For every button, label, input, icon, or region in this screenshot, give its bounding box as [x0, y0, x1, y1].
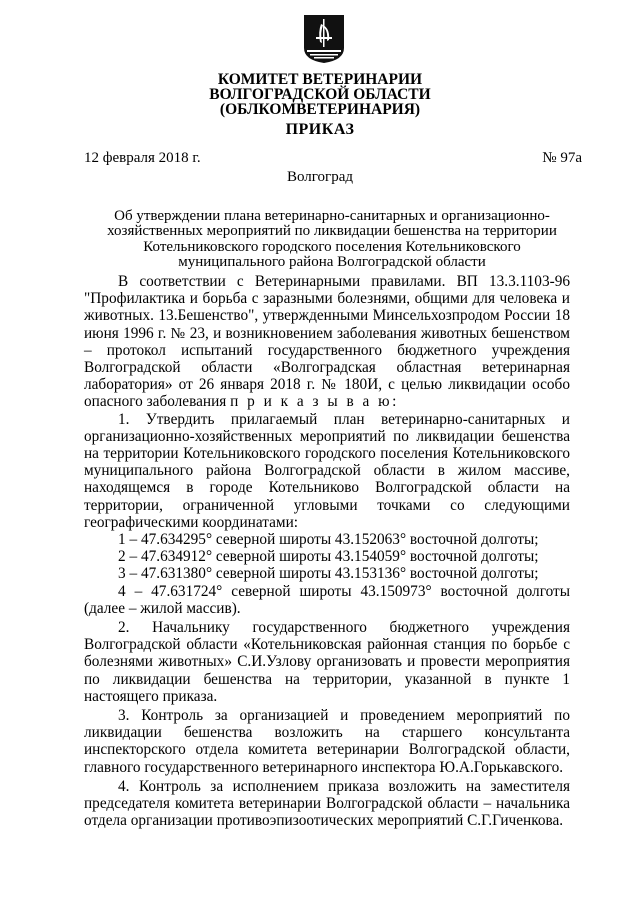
item-3-paragraph: 3. Контроль за организацией и проведением мероприятий по ликвидации бешенства возложить на старшего консультанта инспекторского отдела комитета ветеринарии Волгоградской области, главного государственного ветеринарного инспектора Ю.А.Горькавского.: [84, 707, 570, 776]
item-1-paragraph: 1. Утвердить прилагаемый план ветеринарно-санитарных и организационно-хозяйственных мероприятий по ликвидации бешенства на территории Котельниковского городского поселения Котельниковского муниципального района Волгоградской области в жилом массиве, находящемся в городе Котельниково Волгоградской области на территории, ограниченной угловыми точками со следующими географическими координатами:: [84, 410, 570, 531]
org-line-3: (ОБЛКОМВЕТЕРИНАРИЯ): [219, 101, 421, 118]
preamble-text: В соответствии с Ветеринарными правилами. ВП 13.3.1103-96 "Профилактика и борьба с заразными болезнями, общими для человека и животных. 13.Бешенство", утвержденными Минсельхозпродом России 18 июня 1996 г. № 23, и возникновением заболевания животных бешенством – протокол испытаний государственного бюджетного учреждения Волгоградской области «Волгоградская областная ветеринарная лаборатория» от 26 января 2018 г. № 180И, с целью ликвидации особо опасного заболевания: [84, 273, 570, 411]
document-body: [84, 273, 570, 830]
coordinate-point-4: 4 – 47.631724° северной широты 43.150973° восточной долготы (далее – жилой массив).: [84, 582, 570, 617]
subject-line-2: хозяйственных мероприятий по ликвидации бешенства на территории: [107, 223, 557, 240]
coat-of-arms-icon: [302, 14, 346, 64]
coordinate-point-3: 3 – 47.631380° северной широты 43.153136° восточной долготы;: [118, 565, 539, 583]
preamble-paragraph: [84, 273, 570, 411]
org-line-2: ВОЛГОГРАДСКОЙ ОБЛАСТИ: [209, 86, 431, 103]
item-4-paragraph: 4. Контроль за исполнением приказа возложить на заместителя председателя комитета ветеринарии Волгоградской области – начальника отдела организации противоэпизоотических мероприятий С.Г.Гиченкова.: [84, 777, 570, 830]
coordinate-point-1: 1 – 47.634295° северной широты 43.152063° восточной долготы;: [118, 531, 539, 549]
subject-line-4: муниципального района Волгоградской области: [178, 254, 486, 271]
coat-of-arms-emblem: [302, 14, 346, 64]
document-date: 12 февраля 2018 г.: [84, 150, 201, 166]
coordinate-point-2: 2 – 47.634912° северной широты 43.154059° восточной долготы;: [118, 548, 539, 566]
document-number: № 97а: [542, 150, 582, 166]
document-title: ПРИКАЗ: [285, 121, 355, 138]
subject-line-3: Котельниковского городского поселения Котельниковского: [143, 238, 521, 255]
order-word: п р и к а з ы в а ю:: [230, 393, 399, 411]
organization-name: [0, 72, 640, 117]
org-line-1: КОМИТЕТ ВЕТЕРИНАРИИ: [217, 71, 423, 88]
item-2-paragraph: 2. Начальнику государственного бюджетного учреждения Волгоградской области «Котельниковская районная станция по борьбе с болезнями животных» С.И.Узлову организовать и провести мероприятия по ликвидации бешенства на территории, указанной в пункте 1 настоящего приказа.: [84, 619, 570, 705]
subject-line-1: Об утверждении плана ветеринарно-санитарных и организационно-: [114, 208, 550, 224]
document-city: Волгоград: [286, 169, 353, 185]
document-subject: [80, 209, 584, 271]
